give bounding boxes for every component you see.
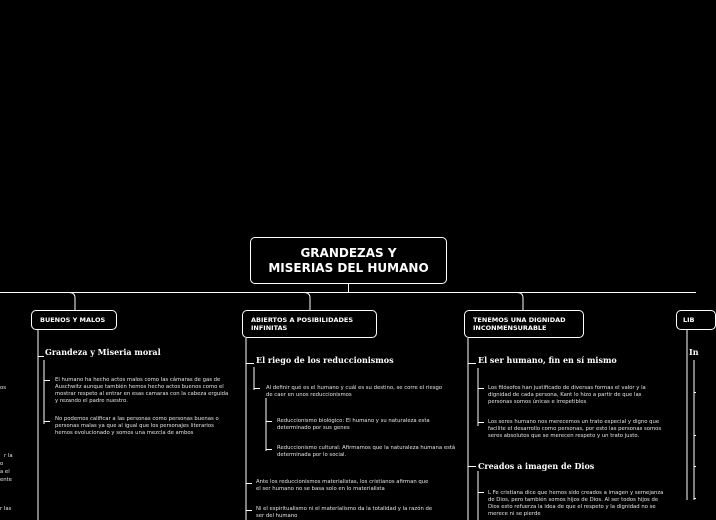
branch-buenos-y-malos[interactable] [31,310,117,330]
subtopic-partial[interactable]: In [689,347,699,357]
subtopic-ser-humano-fin[interactable]: El ser humano, fin en sí mismo [478,355,617,365]
list-item[interactable]: L Fe cristiana dice que hemos sido creados a imagen y semejanza de Dios, pero también somos hijos de Dios. Al ser todos hijos de Dios esto refuerza la idea de que el respeto y la dignidad no se merece ni se pierde [488,490,664,517]
list-item[interactable]: Reduccionismo cultural: Afirmamos que la naturaleza humana está determinada por lo social. [277,445,456,458]
list-item[interactable]: Los seres humano nos merecemos un trato especial y digno que facilite el desarrollo como personas, por esto las personas somos seres absolutos que se merecen respeto y un trato justo. [488,419,662,439]
subtopic-riego-reduccionismos[interactable]: El riego de los reduccionismos [256,355,394,365]
list-item[interactable]: Al definir qué es el humano y cuál es su destino, se corre el riesgo de caer en unos reduccionismos [266,385,443,398]
branch-abiertos-a-posibilidades[interactable] [242,310,377,338]
branch-label-line1: TENEMOS UNA DIGNIDAD [473,316,566,324]
branch-label: BUENOS Y MALOS [40,316,106,324]
central-topic-line1: GRANDEZAS Y [300,245,397,260]
list-item[interactable]: Reduccionismo biológico: El humano y su naturaleza esta determinado por sus genes [277,418,430,431]
branch-dignidad-inconmensurable[interactable] [464,310,584,338]
branch-label: LIB [683,316,695,324]
branch-label-line1: ABIERTOS A POSIBILIDADES [251,316,354,324]
central-topic-line2: MISERIAS DEL HUMANO [268,260,429,275]
branch-label-line2: INCONMENSURABLE [473,324,547,332]
offscreen-text-fragment: r la [4,453,13,459]
list-item[interactable]: Ni el espiritualismo ni el materialismo da la totalidad y la razón de ser del humano [256,506,433,519]
branch-lib-partial[interactable] [676,310,716,330]
list-item[interactable]: Los filósofos han justificado de diversas formas el valor y la dignidad de cada persona, Kant lo hizo a partir de que las personas somos únicas e irrepetibles [488,385,646,405]
subtopic-grandeza-y-miseria-moral[interactable]: Grandeza y Miseria moral [45,347,161,357]
list-item[interactable]: Ante los reduccionismos materialistas, los cristianos afirman que el ser humano no se basa solo en lo materialista [256,479,429,492]
offscreen-text-fragment: a el [0,469,10,475]
list-item[interactable]: No podemos calificar a las personas como personas buenas o personas malas ya que al igual que los personajes literarios hemos evolucionado y somos una mezcla de ambos [55,416,219,436]
offscreen-text-fragment: os [0,385,7,391]
offscreen-text-fragment: o [0,461,4,467]
offscreen-text-fragment: r las [0,506,12,512]
subtopic-creados-imagen-dios[interactable]: Creados a imagen de Dios [478,461,595,471]
list-item[interactable]: El humano ha hecho actos malos como las cámaras de gas de Auschwitz aunque también hemos hecho actos buenos como el mostrar respeto al entrar en esas camaras con la cabeza erguida y rezando el padre nuestro. [55,377,229,404]
offscreen-text-fragment: ente [0,477,12,483]
branch-label-line2: INFINITAS [251,324,288,332]
central-topic[interactable] [250,237,447,284]
